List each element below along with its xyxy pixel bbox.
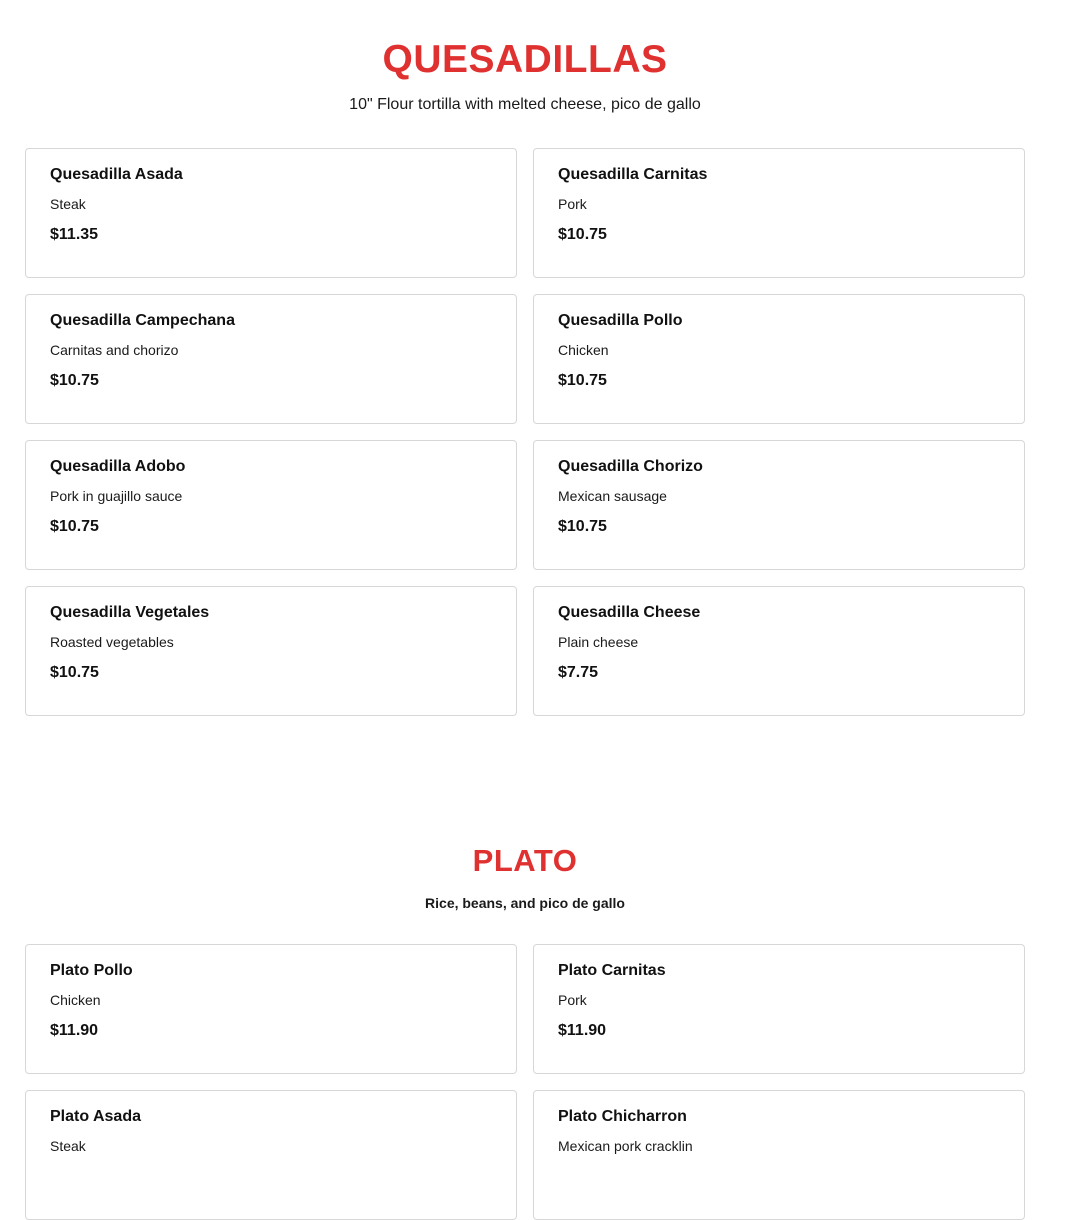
menu-item-description: Carnitas and chorizo [50,342,179,358]
menu-item-description: Pork [558,992,587,1008]
menu-item-name: Plato Chicharron [558,1108,687,1125]
menu-item-card[interactable] [25,294,517,424]
menu-item-description: Mexican pork cracklin [558,1138,693,1154]
menu-item-name: Quesadilla Adobo [50,458,186,475]
menu-item-card[interactable] [25,440,517,570]
menu-item-price: $10.75 [50,518,99,535]
section-title: QUESADILLAS [382,38,668,81]
menu-item-name: Quesadilla Pollo [558,312,683,329]
menu-item-price: $10.75 [50,372,99,389]
menu-item-card[interactable] [533,148,1025,278]
menu-item-price: $11.90 [558,1022,607,1039]
menu-item-card[interactable] [25,1090,517,1220]
menu-item-name: Plato Carnitas [558,962,666,979]
menu-item-name: Quesadilla Campechana [50,312,235,329]
menu-item-description: Pork in guajillo sauce [50,488,183,504]
menu-item-card[interactable] [533,586,1025,716]
menu-item-name: Quesadilla Asada [50,166,183,183]
menu-item-price: $10.75 [50,664,99,681]
menu-item-description: Roasted vegetables [50,634,174,650]
menu-item-card[interactable] [533,944,1025,1074]
menu-item-name: Plato Asada [50,1108,141,1125]
menu-item-card[interactable] [25,586,517,716]
menu-item-price: $11.35 [50,226,99,243]
menu-item-name: Quesadilla Vegetales [50,604,210,621]
section-subtitle: 10" Flour tortilla with melted cheese, pico de gallo [349,96,701,113]
menu-item-card[interactable] [25,944,517,1074]
menu-item-name: Quesadilla Chorizo [558,458,703,475]
menu-item-name: Plato Pollo [50,962,133,979]
menu-item-card[interactable] [533,440,1025,570]
menu-item-description: Pork [558,196,587,212]
menu-item-description: Mexican sausage [558,488,667,504]
menu-item-description: Chicken [50,992,101,1008]
menu-item-card[interactable] [533,294,1025,424]
plato-menu-grid [25,944,1025,1220]
menu-item-price: $11.90 [50,1022,99,1039]
menu-item-price: $10.75 [558,518,607,535]
menu-item-description: Plain cheese [558,634,639,650]
section-subtitle: Rice, beans, and pico de gallo [425,895,625,911]
menu-item-name: Quesadilla Cheese [558,604,701,621]
menu-item-name: Quesadilla Carnitas [558,166,708,183]
menu-item-description: Steak [50,196,86,212]
menu-item-card[interactable] [25,148,517,278]
menu-item-card[interactable] [533,1090,1025,1220]
quesadillas-menu-grid [25,148,1025,716]
menu-item-description: Chicken [558,342,609,358]
menu-item-price: $10.75 [558,372,607,389]
menu-item-price: $10.75 [558,226,607,243]
menu-item-description: Steak [50,1138,86,1154]
menu-item-price: $7.75 [558,664,599,681]
section-title: PLATO [472,843,578,878]
